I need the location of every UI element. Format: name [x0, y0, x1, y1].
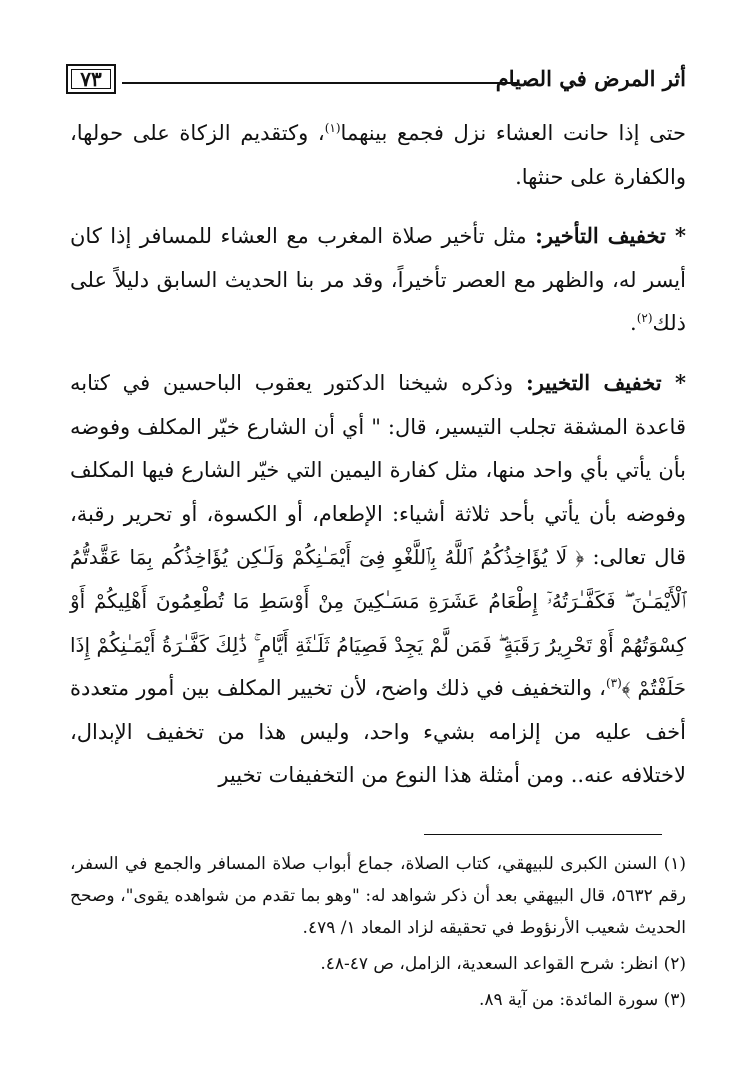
paragraph-2: [70, 214, 686, 346]
paragraph-1: [70, 112, 686, 199]
footnotes: [70, 848, 686, 1016]
footnote-3: (٣) سورة المائدة: من آية ٨٩.: [478, 990, 686, 1010]
page-number: ٧٣: [66, 64, 116, 94]
paragraph-2-end: .: [630, 311, 637, 336]
paragraph-3-heading: * تخفيف التخيير:: [525, 369, 687, 395]
footnote-ref-2: (٢): [636, 311, 653, 326]
header-rule: [122, 82, 518, 84]
paragraph-2-heading: * تخفيف التأخير:: [535, 223, 686, 249]
paragraph-3-text: وذكره شيخنا الدكتور يعقوب الباحسين في كتابه قاعدة المشقة تجلب التيسير، قال: " أي أن الشارع خيّر المكلف وفوضه بأن يأتي بأي واحد منها، مثل كفارة اليمين التي خيّر الشارع فيها المكلف وفوضه بأن يأتي بأحد ثلاثة أشياء: الإطعام، أو الكسوة، أو تحرير رقبة، قال تعالى:: [70, 370, 686, 570]
main-text: [70, 112, 686, 798]
footnote-ref-3: (٣): [605, 676, 622, 691]
quran-verse: ﴿ لَا يُؤَاخِذُكُمُ ٱللَّهُ بِٱللَّغْوِ فِىٓ أَيْمَـٰنِكُمْ وَلَـٰكِن يُؤَاخِذُكُم بِمَا عَقَّدتُّمُ ٱلْأَيْمَـٰنَ ۖ فَكَفَّـٰرَتُهُۥٓ إِطْعَامُ عَشَرَةِ مَسَـٰكِينَ مِنْ أَوْسَطِ مَا تُطْعِمُونَ أَهْلِيكُمْ أَوْ كِسْوَتُهُمْ أَوْ تَحْرِيرُ رَقَبَةٍ ۖ فَمَن لَّمْ يَجِدْ فَصِيَامُ ثَلَـٰثَةِ أَيَّامٍ ۚ ذَٰلِكَ كَفَّـٰرَةُ أَيْمَـٰنِكُمْ إِذَا حَلَفْتُمْ ﴾: [70, 545, 686, 701]
paragraph-3: [70, 361, 686, 798]
paragraph-1-rest: ، وكتقديم الزكاة على حولها، والكفارة على حنثها.: [70, 121, 686, 189]
page-header: [66, 64, 686, 100]
footnote-separator: [424, 834, 662, 835]
footnote-ref-1: (١): [324, 121, 341, 135]
paragraph-3-rest: ، والتخفيف في ذلك واضح، لأن تخيير المكلف بين أمور متعددة أخف عليه من إلزامه بشيء واحد، وليس هذا من تخفيف الإبدال، لاختلافه عنه.. ومن أمثلة هذا النوع من التخفيفات تخيير: [70, 676, 686, 788]
paragraph-1-text: حتى إذا حانت العشاء نزل فجمع بينهما: [340, 121, 686, 145]
footnote-1: (١) السنن الكبرى للبيهقي، كتاب الصلاة، جماع أبواب صلاة المسافر والجمع في السفر، رقم ٥٦٣٢، قال البيهقي بعد أن ذكر شواهد له: "وهو بما تقدم من شواهده يقوى"، وصحح الحديث شعيب الأرنؤوط في تحقيقه لزاد المعاد ١/ ٤٧٩.: [70, 854, 686, 938]
running-title: أثر المرض في الصيام: [495, 66, 686, 91]
paragraph-2-text: مثل تأخير صلاة المغرب مع العشاء للمسافر إذا كان أيسر له، والظهر مع العصر تأخيراً، وقد مر بنا الحديث السابق دليلاً على ذلك: [70, 224, 686, 336]
footnote-2: (٢) انظر: شرح القواعد السعدية، الزامل، ص ٤٧-٤٨.: [320, 954, 686, 974]
